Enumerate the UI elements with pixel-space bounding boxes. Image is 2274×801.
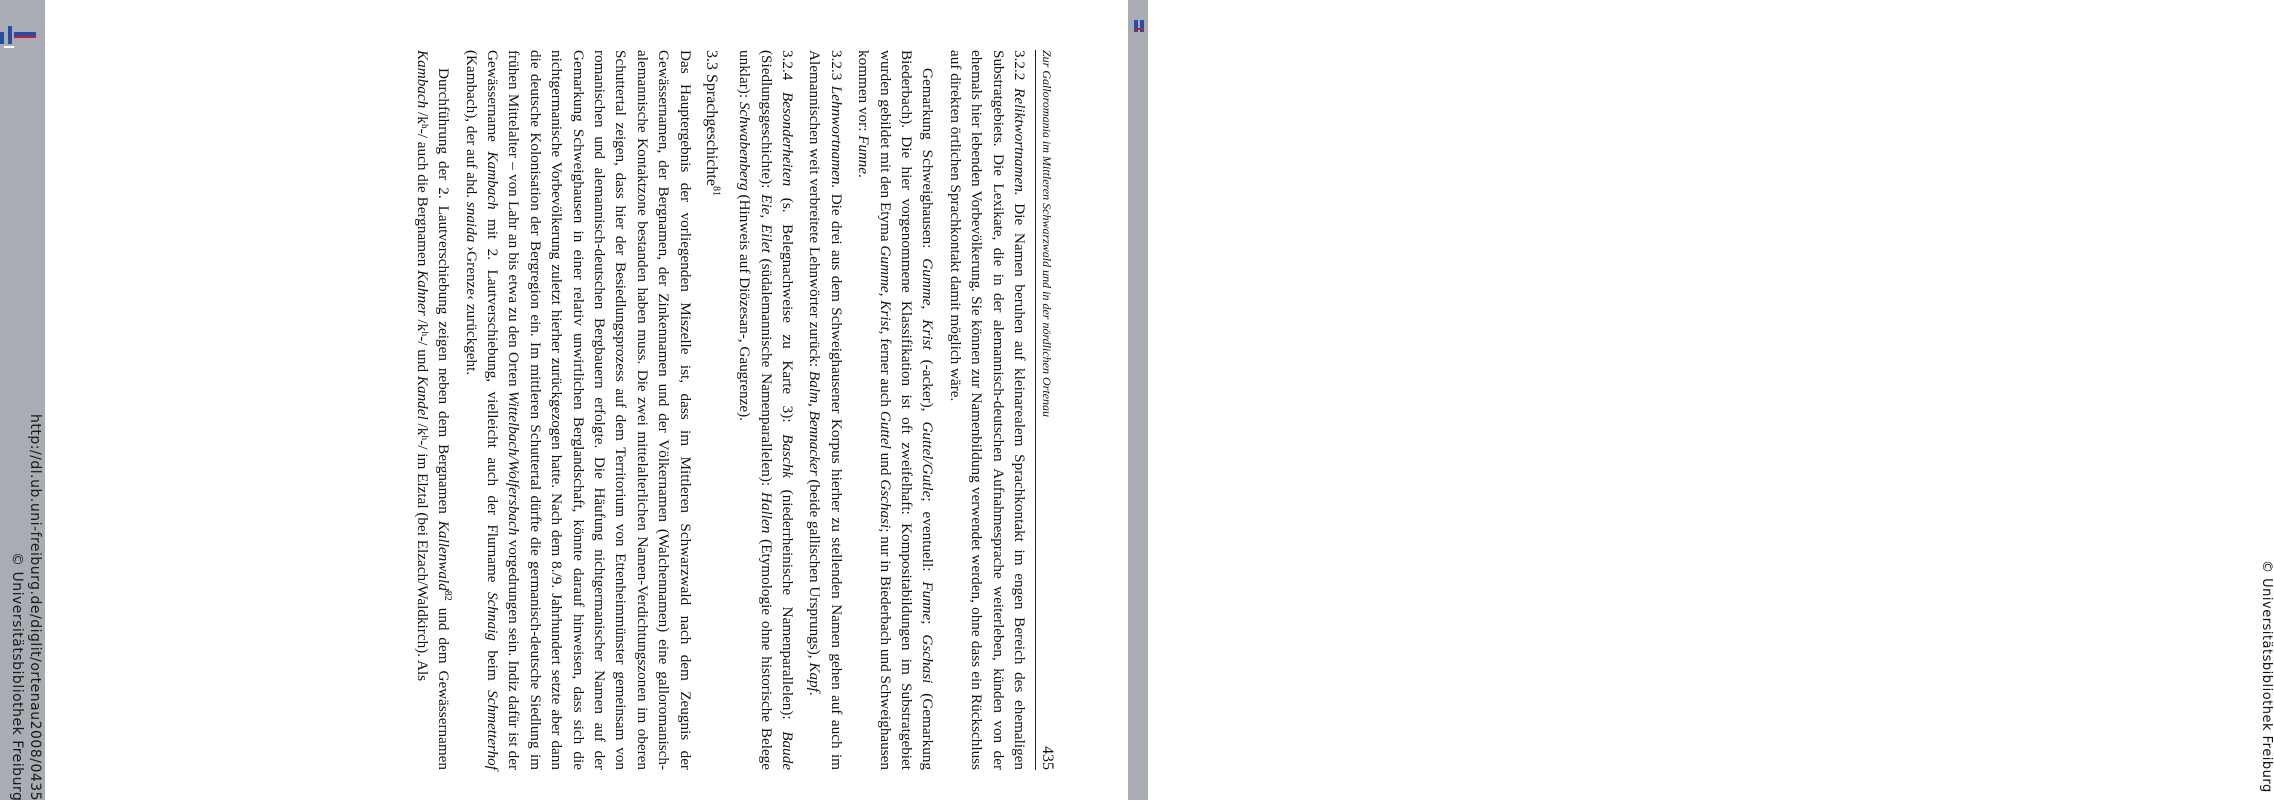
section-3-2-3: 3.2.3 Lehnwortnamen. Die drei aus dem Schweighausener Korpus hierher zu stellenden Namen gehen auf auch im Alemannischen weit verbreitete Lehnwörter zurück: Balm, Bennacker (beide gallischen Ursprungs), Kapf. <box>806 50 845 770</box>
last-paragraph: Durchführung der 2. Lautverschiebung zeigen neben dem Bergnamen Kallenwald$^{82}$ und dem Gewässernamen Kambach /kʰ-/ auch die Bergnamen Kahner /kʰ-/ und Kandel /kʰ-/ im Elztal (bei Elzach/Waldkirch). Als <box>413 50 454 771</box>
page-number: 435 <box>1039 746 1056 770</box>
viewer-right-strip <box>1128 0 2274 800</box>
library-logo-icon <box>0 22 40 50</box>
right-copyright-caption: © Universitätsbibliothek Freiburg <box>2259 560 2274 793</box>
scanned-page <box>188 50 1058 770</box>
section-heading-3-3: 3.3 Sprachgeschichte$^{81}$ <box>702 50 722 196</box>
library-logo-icon-right <box>1132 18 1146 42</box>
page-header <box>1035 50 1058 770</box>
footnote-ref[interactable]: 81 <box>710 185 722 196</box>
main-paragraph: Das Hauptergebnis der vorliegenden Miszelle ist, dass im Mittleren Schwarzwald nach dem Zeugnis der Gewässernamen, der Bergnamen, der Zinkennamen und der Völkernamen (Walchennamen) eine galloromanisch-alemannische Kontaktzone bestanden haben muss. Die zwei mittelalterlichen Namen-Verdichtungszonen im oberen Schuttertal zeigen, dass hier der Besiedlungsprozess auf dem Territorium von Ettenheimmünster gemeinsam von romanischen und alemannisch-deutschen Bergbauern erfolgte. Die Häufung nichtgermanischer Namen auf der Gemarkung Schweighausen in einer relativ unwirtlichen Berglandschaft, könnte darauf hinweisen, dass sich die nichtgermanische Vorbevölkerung zuletzt hierher zurückgezogen hatte. Nach dem 8./9. Jahrhundert setzte aber dann die deutsche Kolonisation der Bergregion ein. Im mittleren Schuttertal dürfte die germanisch-deutsche Siedlung im frühen Mittelalter – von Lahr an bis etwa zu den Orten Wittelbach/Wolfersbach vorgedrungen sein. Indiz dafür ist der Gewässername Kambach mit 2. Lautverschiebung, vielleicht auch der Flurname Schnaig beim Schmetterhof (Kambach), der auf ahd. snaida ›Grenze‹ zurückgeht. <box>462 50 694 771</box>
section-3-2-4: 3.2.4 Besonderheiten (s. Belegnachweise zu Karte 3): Baschk (niederrheinische Namenparallelen): Baude (Siedlungsgeschichte): Eie, Eilet (südalemannische Namenparallelen): Hallen (Etymologie ohne historische Belege unklar): Schwabenberg (Hinweis auf Diözesan-, Gaugrenze). <box>736 50 796 771</box>
copyright-caption: © Universitätsbibliothek Freiburg <box>9 552 25 801</box>
page-body <box>405 50 1030 770</box>
document-url[interactable]: http://dl.ub.uni-freiburg.de/diglit/ortenau2008/0435 <box>27 414 43 801</box>
gemarkung-paragraph: Gemarkung Schweighausen: Gumme, Krist (-acker), Guttel/Gutle; eventuell: Funne; Gschasi (Gemarkung Biederbach). Die hier vorgenommene Klassifikation ist oft zweifelhaft: Kompositabildungen im Substratgebiet wurden gebildet mit den Etyma Gumme, Krist, ferner auch Guttel und Gschasi; nur in Biederbach und Schweighausen kommen vor: Funne. <box>855 50 937 771</box>
footnote-ref[interactable]: 82 <box>442 590 454 601</box>
running-head: Zur Galloromania im Mittleren Schwarzwald und in der nördlichen Ortenau <box>1040 50 1054 417</box>
section-3-2-2: 3.2.2 Reliktwortnamen. Die Namen beruhen auf kleinarealem Sprachkontakt im engen Bereich des ehemaligen Substratgebiets. Die Lexikate, die in der alemannisch-deutschen Aufnahmesprache weiterleben, künden von der ehemals hier lebenden Vorbevölkerung. Sie können zur Namenbildung verwendet werden, ohne dass ein Rückschluss auf direkten örtlichen Sprachkontakt damit möglich wäre. <box>946 50 1028 770</box>
viewer-left-strip <box>0 0 45 800</box>
